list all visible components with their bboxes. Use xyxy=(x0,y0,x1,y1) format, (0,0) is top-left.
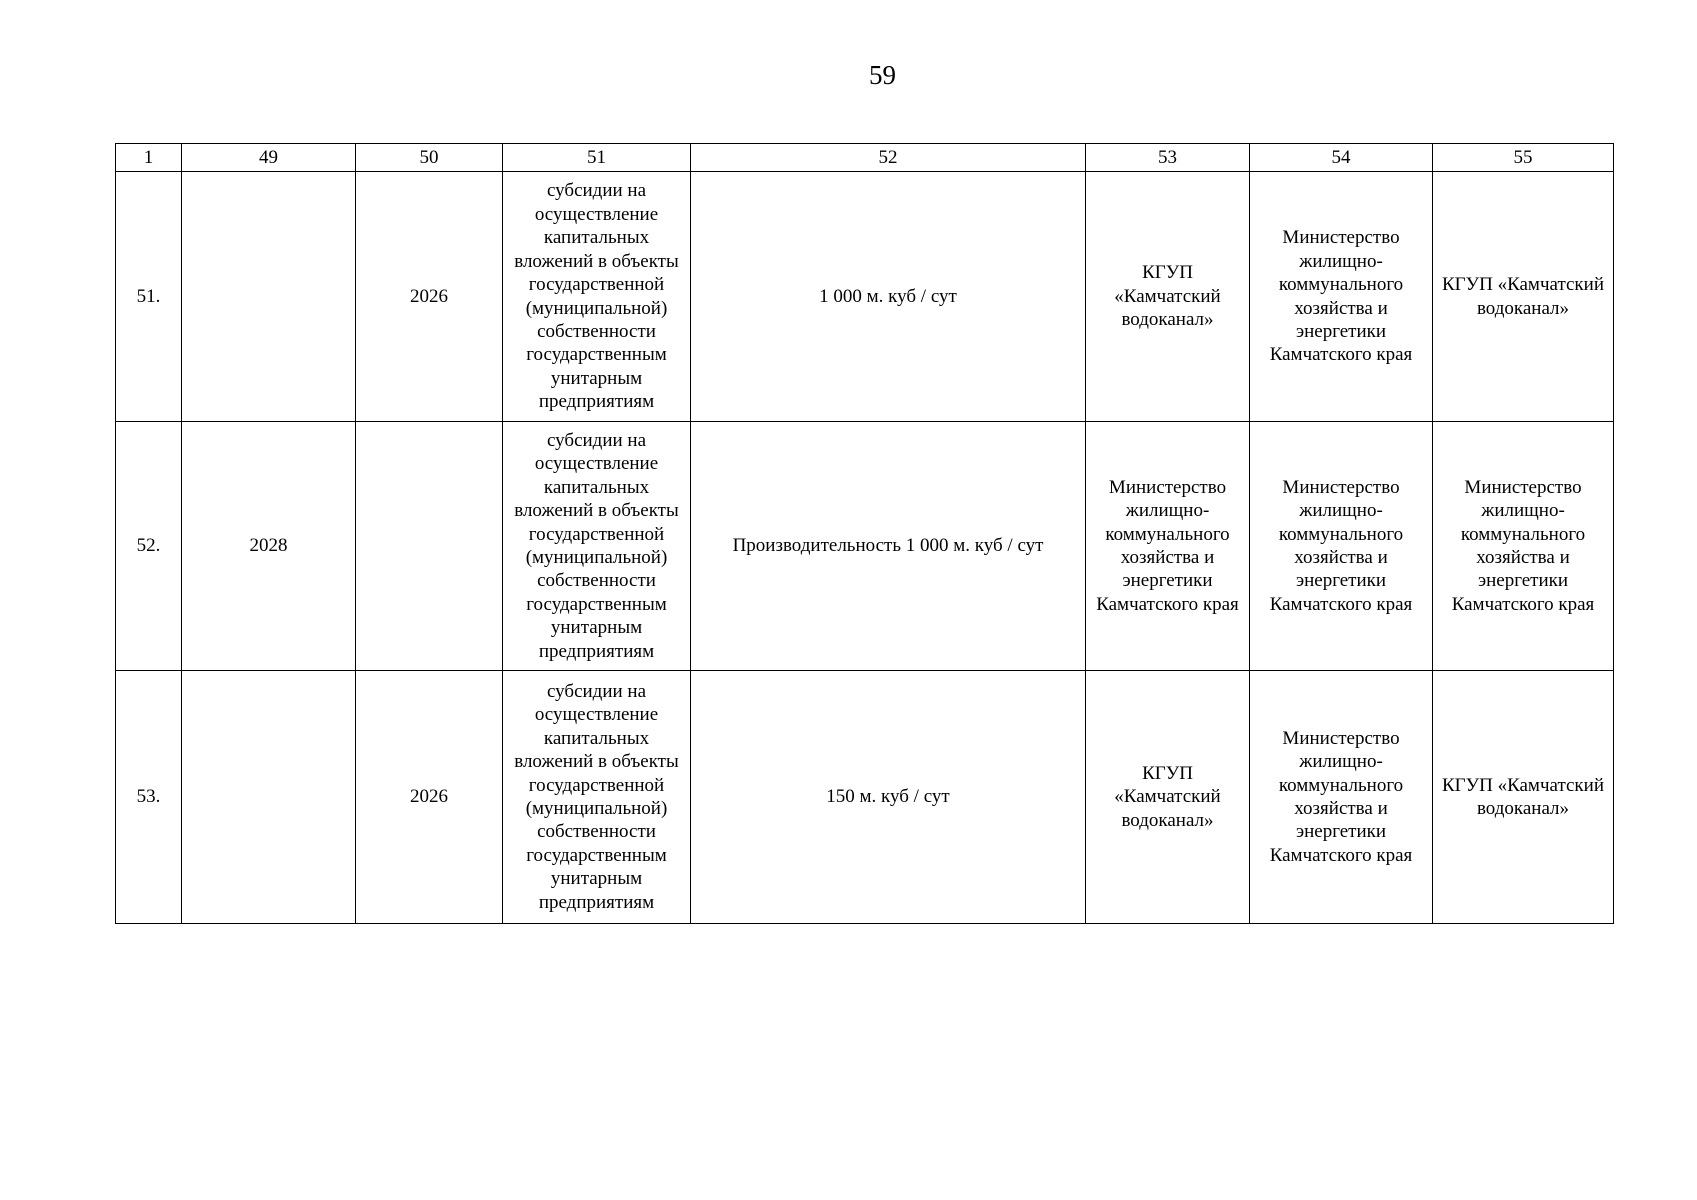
page-number: 59 xyxy=(869,60,896,90)
table-row xyxy=(116,172,1614,422)
row-number-cell: 51. xyxy=(116,172,182,422)
column-header-53: 53 xyxy=(1086,144,1250,172)
col54-cell: Министерство жилищно- коммунального хозяйства и энергетики Камчатского края xyxy=(1250,671,1433,924)
row-number-cell: 53. xyxy=(116,671,182,924)
col49-cell xyxy=(182,172,356,422)
col53-cell: КГУП «Камчатский водоканал» xyxy=(1086,172,1250,422)
col51-cell: субсидии на осуществление капитальных вложений в объекты государственной (муниципальной) собственности государственным унитарным предприятиям xyxy=(503,422,691,671)
column-header-1: 1 xyxy=(116,144,182,172)
column-header-51: 51 xyxy=(503,144,691,172)
col52-cell: Производительность 1 000 м. куб / сут xyxy=(691,422,1086,671)
col50-cell xyxy=(356,422,503,671)
table-row xyxy=(116,671,1614,924)
row-number-cell: 52. xyxy=(116,422,182,671)
col55-cell: КГУП «Камчатский водоканал» xyxy=(1433,172,1614,422)
table-header-row xyxy=(116,144,1614,172)
column-header-52: 52 xyxy=(691,144,1086,172)
col49-cell xyxy=(182,671,356,924)
col49-cell: 2028 xyxy=(182,422,356,671)
col54-cell: Министерство жилищно- коммунального хозяйства и энергетики Камчатского края xyxy=(1250,422,1433,671)
table-row xyxy=(116,422,1614,671)
col51-cell: субсидии на осуществление капитальных вложений в объекты государственной (муниципальной) собственности государственным унитарным предприятиям xyxy=(503,671,691,924)
col53-cell: Министерство жилищно- коммунального хозяйства и энергетики Камчатского края xyxy=(1086,422,1250,671)
column-header-50: 50 xyxy=(356,144,503,172)
col52-cell: 1 000 м. куб / сут xyxy=(691,172,1086,422)
col55-cell: Министерство жилищно- коммунального хозяйства и энергетики Камчатского края xyxy=(1433,422,1614,671)
col52-cell: 150 м. куб / сут xyxy=(691,671,1086,924)
data-table xyxy=(115,143,1614,924)
col53-cell: КГУП «Камчатский водоканал» xyxy=(1086,671,1250,924)
col50-cell: 2026 xyxy=(356,671,503,924)
col50-cell: 2026 xyxy=(356,172,503,422)
col54-cell: Министерство жилищно- коммунального хозяйства и энергетики Камчатского края xyxy=(1250,172,1433,422)
column-header-55: 55 xyxy=(1433,144,1614,172)
column-header-54: 54 xyxy=(1250,144,1433,172)
col55-cell: КГУП «Камчатский водоканал» xyxy=(1433,671,1614,924)
col51-cell: субсидии на осуществление капитальных вложений в объекты государственной (муниципальной) собственности государственным унитарным предприятиям xyxy=(503,172,691,422)
column-header-49: 49 xyxy=(182,144,356,172)
